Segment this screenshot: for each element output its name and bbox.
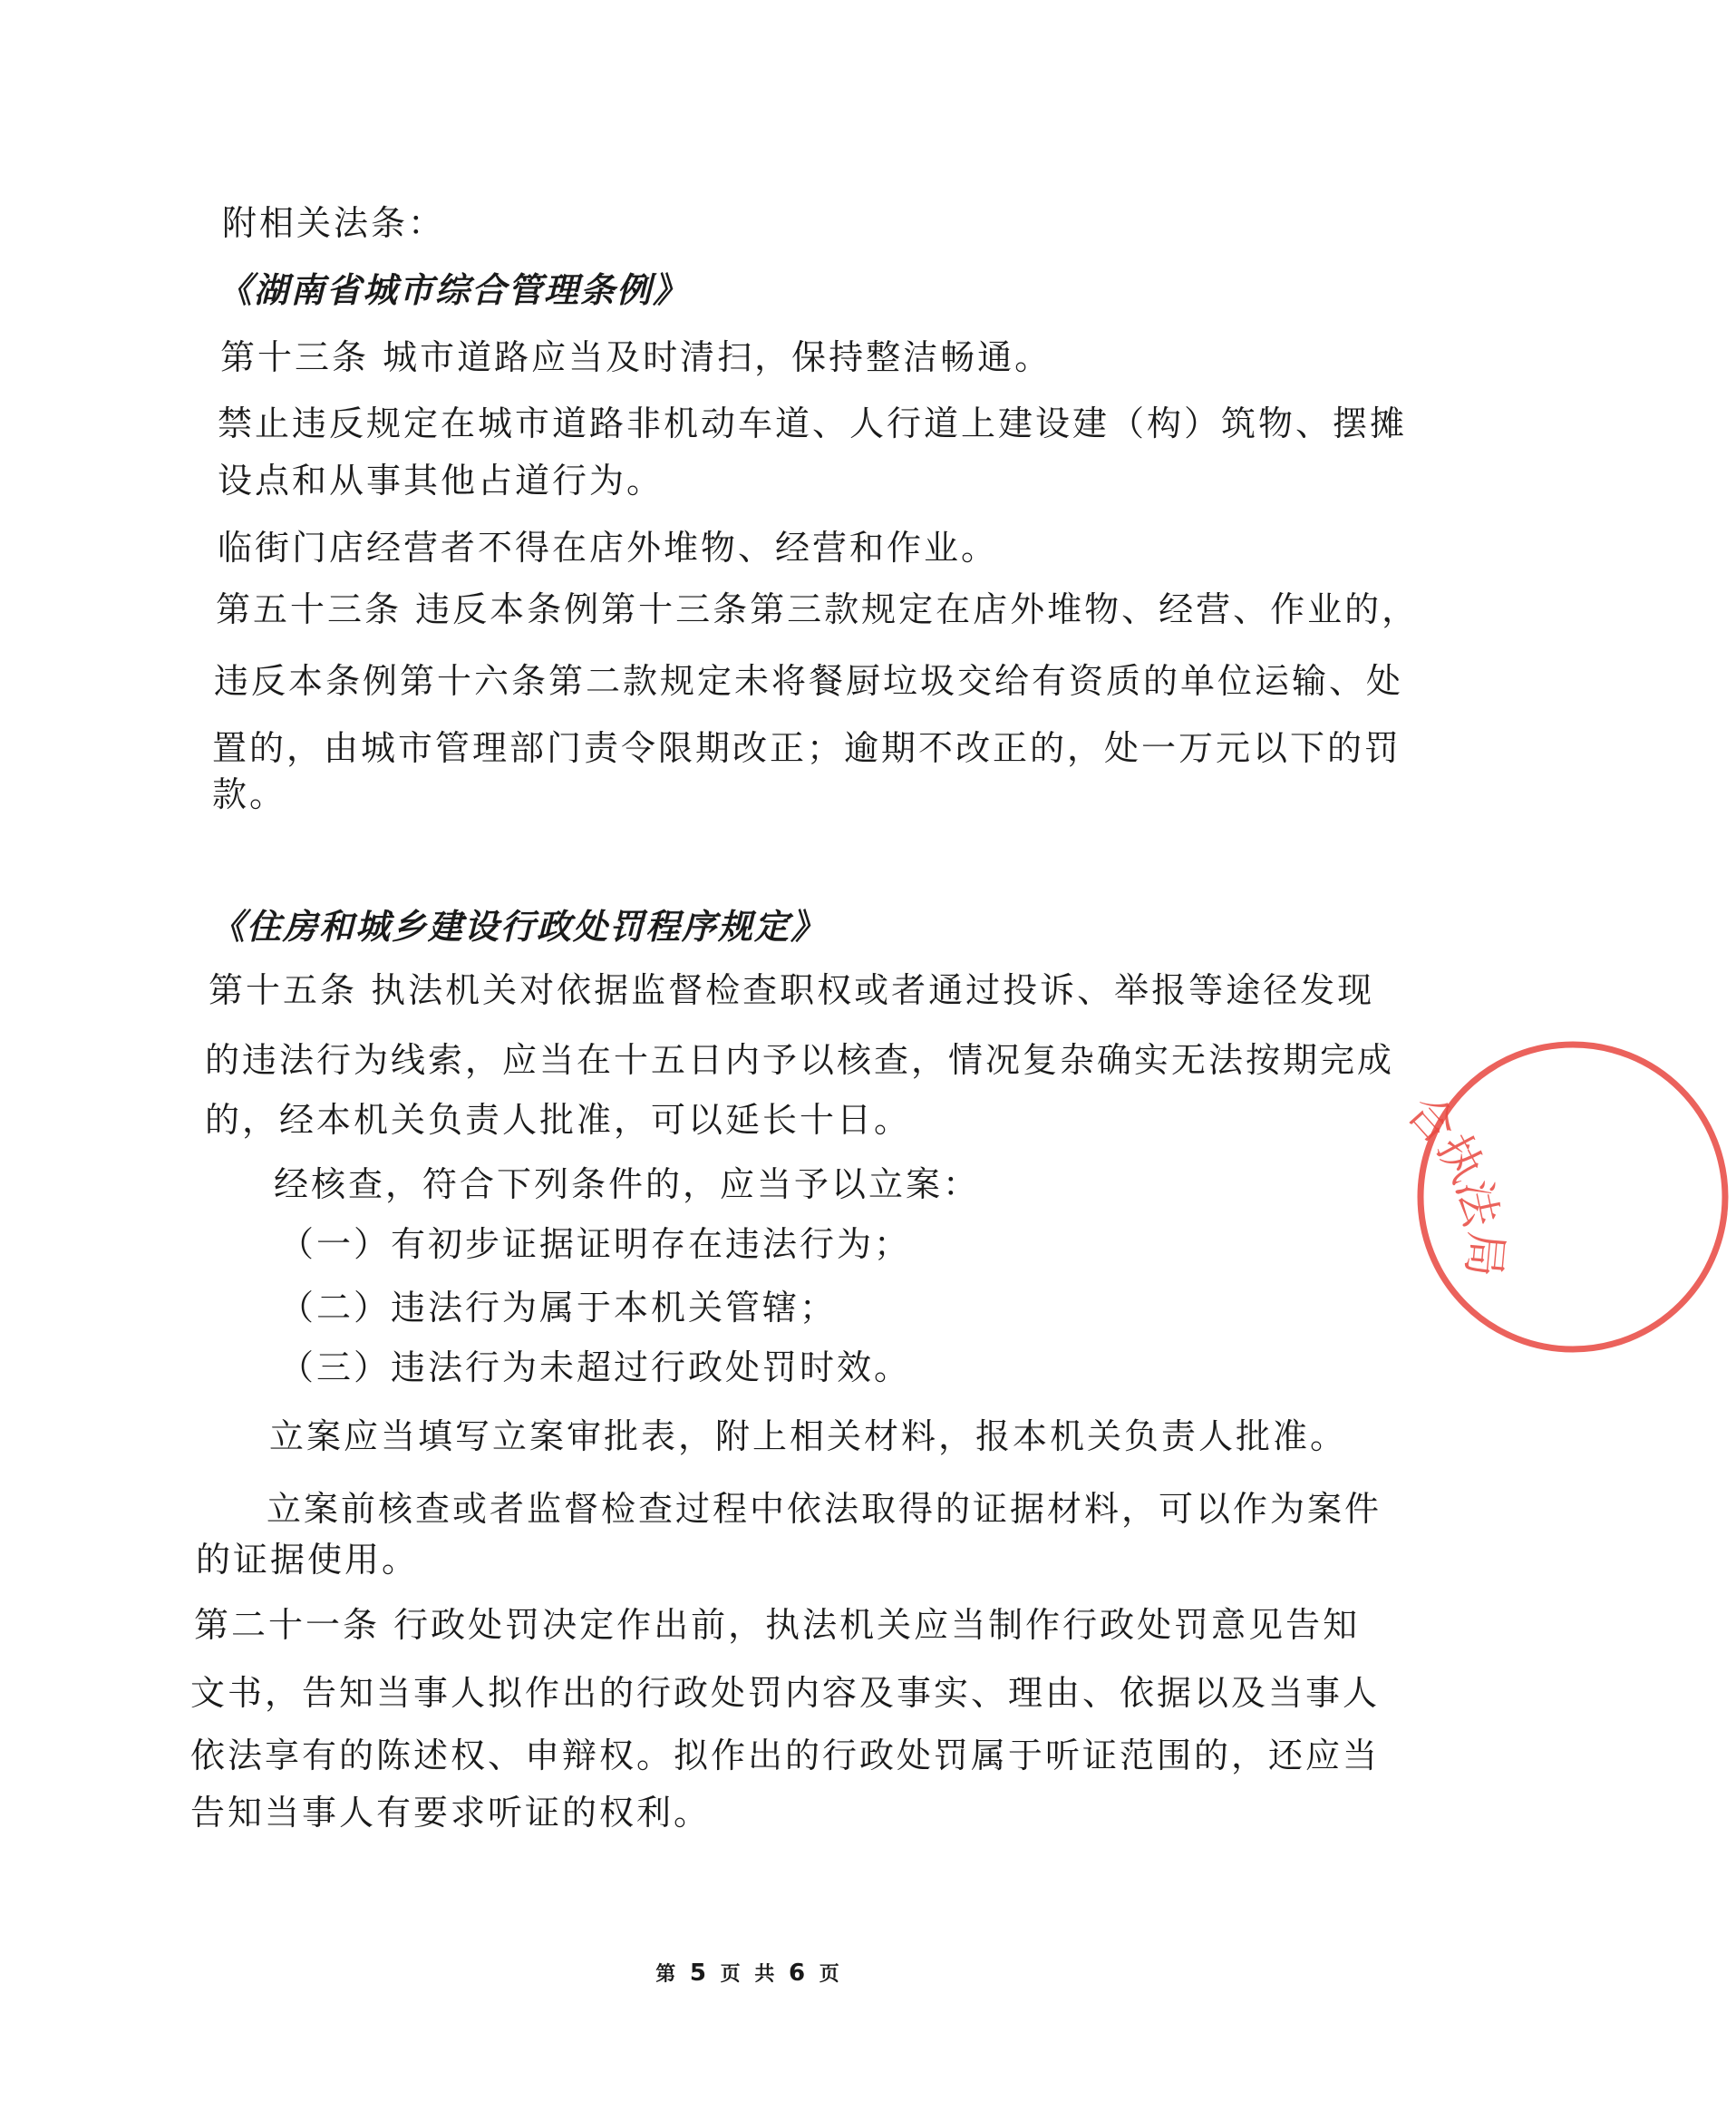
law2-line: 文书，告知当事人拟作出的行政处罚内容及事实、理由、依据以及当事人	[190, 1673, 1381, 1713]
law1-line: 违反本条例第十六条第二款规定未将餐厨垃圾交给有资质的单位运输、处	[214, 661, 1404, 701]
law1-line: 款。	[212, 774, 287, 814]
law2-line: 的，经本机关负责人批准，可以延长十日。	[205, 1100, 912, 1140]
page-footer	[0, 1959, 1498, 1987]
footer-prefix: 第	[655, 1963, 680, 1986]
law2-line: 经核查，符合下列条件的，应当予以立案：	[274, 1164, 981, 1204]
footer-middle: 页 共	[720, 1963, 779, 1986]
official-seal-stamp	[1397, 1034, 1736, 1360]
intro-text: 附相关法条：	[222, 203, 446, 243]
law2-title: 《住房和城乡建设行政处罚程序规定》	[210, 906, 828, 947]
law2-line: （一）有初步证据证明存在违法行为；	[279, 1224, 912, 1264]
law2-line: （三）违法行为未超过行政处罚时效。	[279, 1347, 912, 1387]
law2-line: 立案前核查或者监督检查过程中依法取得的证据材料，可以作为案件	[267, 1489, 1382, 1529]
footer-suffix: 页	[819, 1963, 843, 1986]
law2-line: （二）违法行为属于本机关管辖；	[279, 1288, 838, 1327]
seal-text-char: 局	[1456, 1229, 1513, 1279]
law2-line: 第十五条 执法机关对依据监督检查职权或者通过投诉、举报等途径发现	[209, 970, 1375, 1010]
law1-line: 设点和从事其他占道行为。	[218, 461, 664, 501]
law1-line: 禁止违反规定在城市道路非机动车道、人行道上建设建（构）筑物、摆摊	[218, 404, 1408, 443]
seal-text-char: 执	[1426, 1125, 1495, 1191]
seal-text-char: 法	[1446, 1175, 1508, 1231]
law1-line: 第五十三条 违反本条例第十三条第三款规定在店外堆物、经营、作业的，	[216, 589, 1420, 629]
law1-title: 《湖南省城市综合管理条例》	[218, 269, 690, 310]
law2-line: 依法享有的陈述权、申辩权。拟作出的行政处罚属于听证范围的，还应当	[190, 1736, 1381, 1775]
footer-page-number: 5	[689, 1960, 710, 1987]
seal-text-char: 合	[1397, 1084, 1467, 1154]
law2-line: 告知当事人有要求听证的权利。	[190, 1793, 712, 1833]
law2-line: 的违法行为线索，应当在十五日内予以核查，情况复杂确实无法按期完成	[205, 1040, 1395, 1080]
law2-line: 的证据使用。	[196, 1540, 420, 1580]
law1-line: 置的，由城市管理部门责令限期改正；逾期不改正的，处一万元以下的罚	[212, 728, 1402, 768]
law2-line: 立案应当填写立案审批表，附上相关材料，报本机关负责人批准。	[269, 1416, 1348, 1456]
law1-line: 临街门店经营者不得在店外堆物、经营和作业。	[218, 528, 999, 568]
law1-line: 第十三条 城市道路应当及时清扫，保持整洁畅通。	[220, 337, 1052, 377]
footer-total-pages: 6	[789, 1960, 810, 1987]
law2-line: 第二十一条 行政处罚决定作出前，执法机关应当制作行政处罚意见告知	[194, 1605, 1361, 1645]
